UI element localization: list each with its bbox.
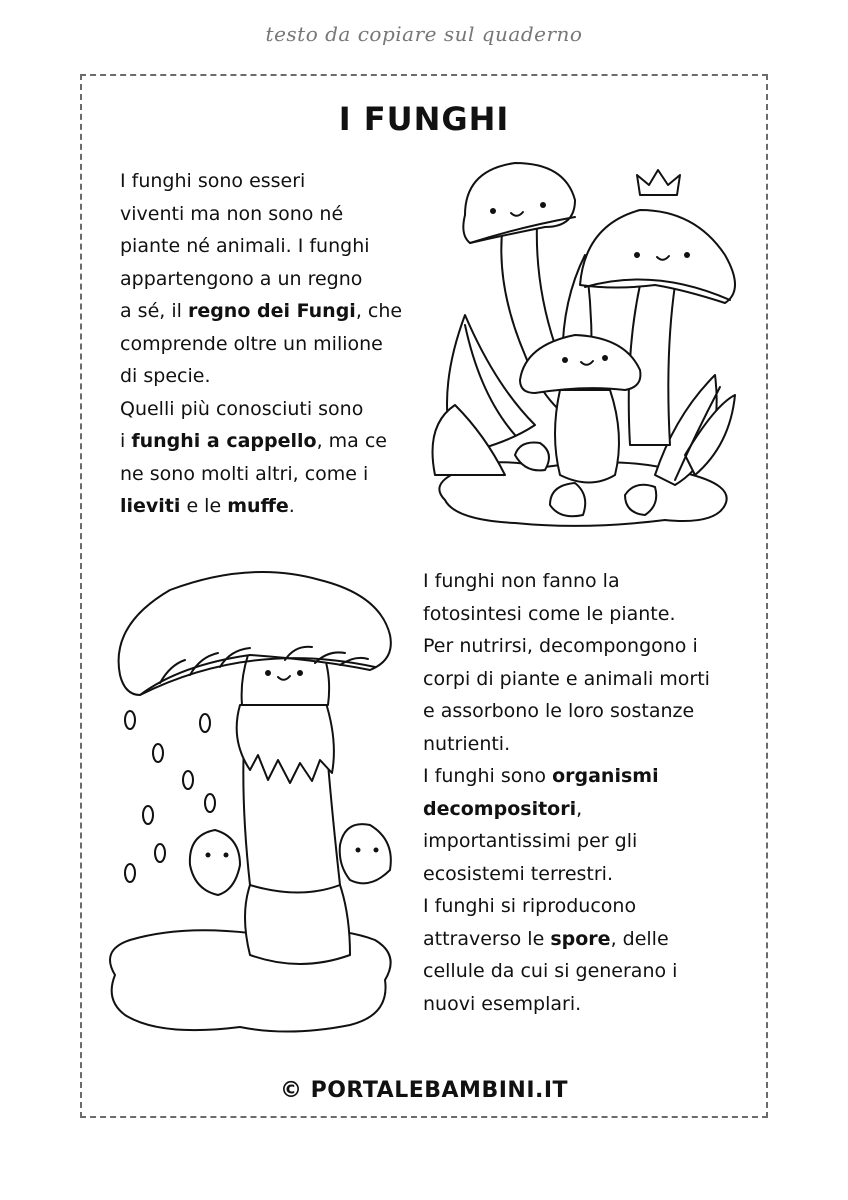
text-line: I funghi si riproducono <box>423 895 637 917</box>
text-line: I funghi sono esseri <box>120 170 306 192</box>
text-span: a sé, il <box>120 300 188 322</box>
text-span: , delle <box>610 927 669 950</box>
text-line: importantissimi per gli <box>423 830 638 852</box>
bold-term: regno dei Fungi <box>187 300 356 322</box>
mushroom-group-icon <box>425 155 750 535</box>
text-line: ne sono molti altri, come i <box>120 462 369 485</box>
text-line: nuovi esemplari. <box>423 992 582 1015</box>
text-span: , <box>576 797 583 820</box>
text-line <box>423 760 753 793</box>
text-span: I funghi sono <box>423 765 553 787</box>
text-line <box>423 923 753 956</box>
text-line: Quelli più conosciuti sono <box>120 397 364 420</box>
bold-term: spore <box>550 927 611 950</box>
bold-term: organismi <box>552 765 659 787</box>
text-span: e le <box>180 495 228 517</box>
page-title: I FUNGHI <box>338 100 510 138</box>
text-line: cellule da cui si generano i <box>423 960 678 982</box>
text-span: i <box>120 430 132 452</box>
text-line <box>120 295 425 328</box>
text-span: , ma ce <box>316 430 387 452</box>
text-span: , che <box>355 300 403 322</box>
page-subtitle: testo da copiare sul quaderno <box>265 22 583 46</box>
text-line: di specie. <box>120 365 211 387</box>
paragraph-intro <box>120 165 425 523</box>
bold-term: funghi a cappello <box>131 430 317 452</box>
copyright-symbol: © <box>279 1078 303 1103</box>
text-line: fotosintesi come le piante. <box>423 602 676 625</box>
bold-term: lieviti <box>120 495 181 517</box>
text-line: ecosistemi terrestri. <box>423 862 613 885</box>
text-line: comprende oltre un milione <box>120 332 383 355</box>
copyright-footer <box>0 1078 848 1103</box>
text-line: corpi di piante e animali morti <box>423 667 710 690</box>
text-line <box>120 490 425 523</box>
text-line: viventi ma non sono né <box>120 202 344 225</box>
site-name: PORTALEBAMBINI.IT <box>310 1078 569 1103</box>
text-line: I funghi non fanno la <box>423 570 620 592</box>
text-line <box>423 793 753 826</box>
text-line: Per nutrirsi, decompongono i <box>423 635 698 657</box>
text-line: e assorbono le loro sostanze <box>423 700 695 722</box>
text-line: nutrienti. <box>423 732 511 755</box>
text-line: appartengono a un regno <box>120 267 363 290</box>
large-mushroom-spores-icon <box>100 555 400 1045</box>
text-span: attraverso le <box>423 927 551 950</box>
bold-term: decompositori <box>423 797 577 820</box>
text-span: . <box>288 495 295 517</box>
bold-term: muffe <box>227 495 289 517</box>
text-line <box>120 425 425 458</box>
text-line: piante né animali. I funghi <box>120 235 370 257</box>
paragraph-nutrition <box>423 565 753 1020</box>
